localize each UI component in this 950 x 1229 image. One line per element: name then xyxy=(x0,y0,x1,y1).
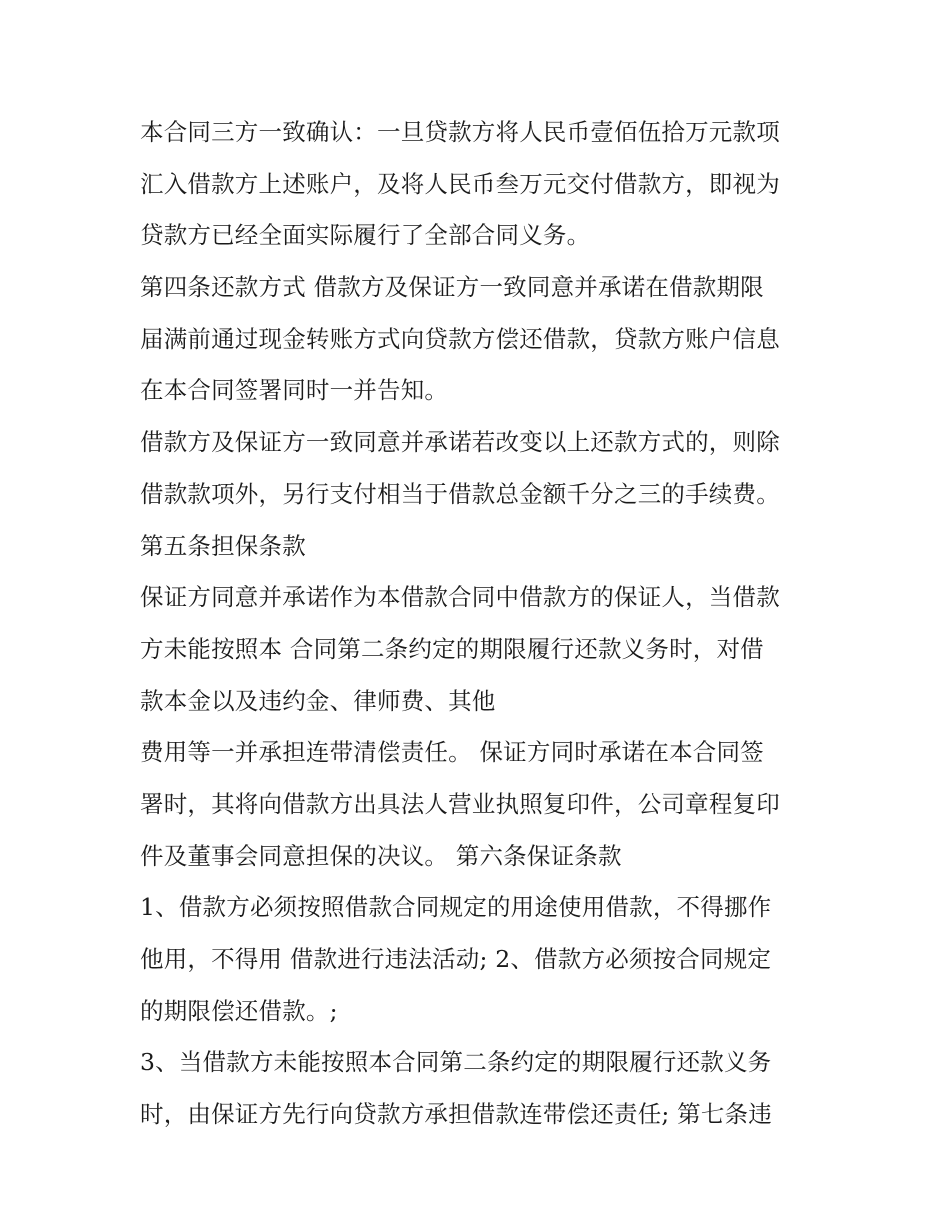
text-line-13: 费用等一并承担连带清偿责任。 保证方同时承诺在本合同签 xyxy=(140,738,764,767)
text-line-15: 件及董事会同意担保的决议。 第六条保证条款 xyxy=(140,841,622,870)
text-line-20: 时，由保证方先行向贷款方承担借款连带偿还责任; 第七条违 xyxy=(140,1100,772,1129)
text-line-1: 本合同三方一致确认：一旦贷款方将人民币壹佰伍拾万元款项 xyxy=(140,118,780,146)
text-line-8: 借款款项外，另行支付相当于借款总金额千分之三的手续费。 xyxy=(140,479,780,508)
text-line-16: 1、借款方必须按照借款合同规定的用途使用借款，不得挪作 xyxy=(140,893,772,922)
text-line-18: 的期限偿还借款。; xyxy=(140,996,338,1025)
text-line-5: 届满前通过现金转账方式向贷款方偿还借款，贷款方账户信息 xyxy=(140,324,780,353)
text-line-7: 借款方及保证方一致同意并承诺若改变以上还款方式的，则除 xyxy=(140,428,780,457)
text-line-3: 贷款方已经全面实际履行了全部合同义务。 xyxy=(140,221,591,250)
text-line-14: 署时，其将向借款方出具法人营业执照复印件，公司章程复印 xyxy=(140,789,780,818)
text-line-10: 保证方同意并承诺作为本借款合同中借款方的保证人，当借款 xyxy=(140,583,780,612)
text-line-2: 汇入借款方上述账户，及将人民币叁万元交付借款方，即视为 xyxy=(140,169,780,198)
text-line-12: 款本金以及违约金、律师费、其他 xyxy=(140,686,496,715)
text-line-6: 在本合同签署同时一并告知。 xyxy=(140,376,449,405)
contract-body xyxy=(140,107,840,1141)
text-line-11: 方未能按照本 合同第二条约定的期限履行还款义务时，对借 xyxy=(140,634,764,663)
text-line-19: 3、当借款方未能按照本合同第二条约定的期限履行还款义务 xyxy=(140,1048,772,1077)
text-line-9: 第五条担保条款 xyxy=(140,531,306,560)
text-line-4: 第四条还款方式 借款方及保证方一致同意并承诺在借款期限 xyxy=(140,273,764,302)
text-line-17: 他用，不得用 借款进行违法活动; 2、借款方必须按合同规定 xyxy=(140,945,772,973)
